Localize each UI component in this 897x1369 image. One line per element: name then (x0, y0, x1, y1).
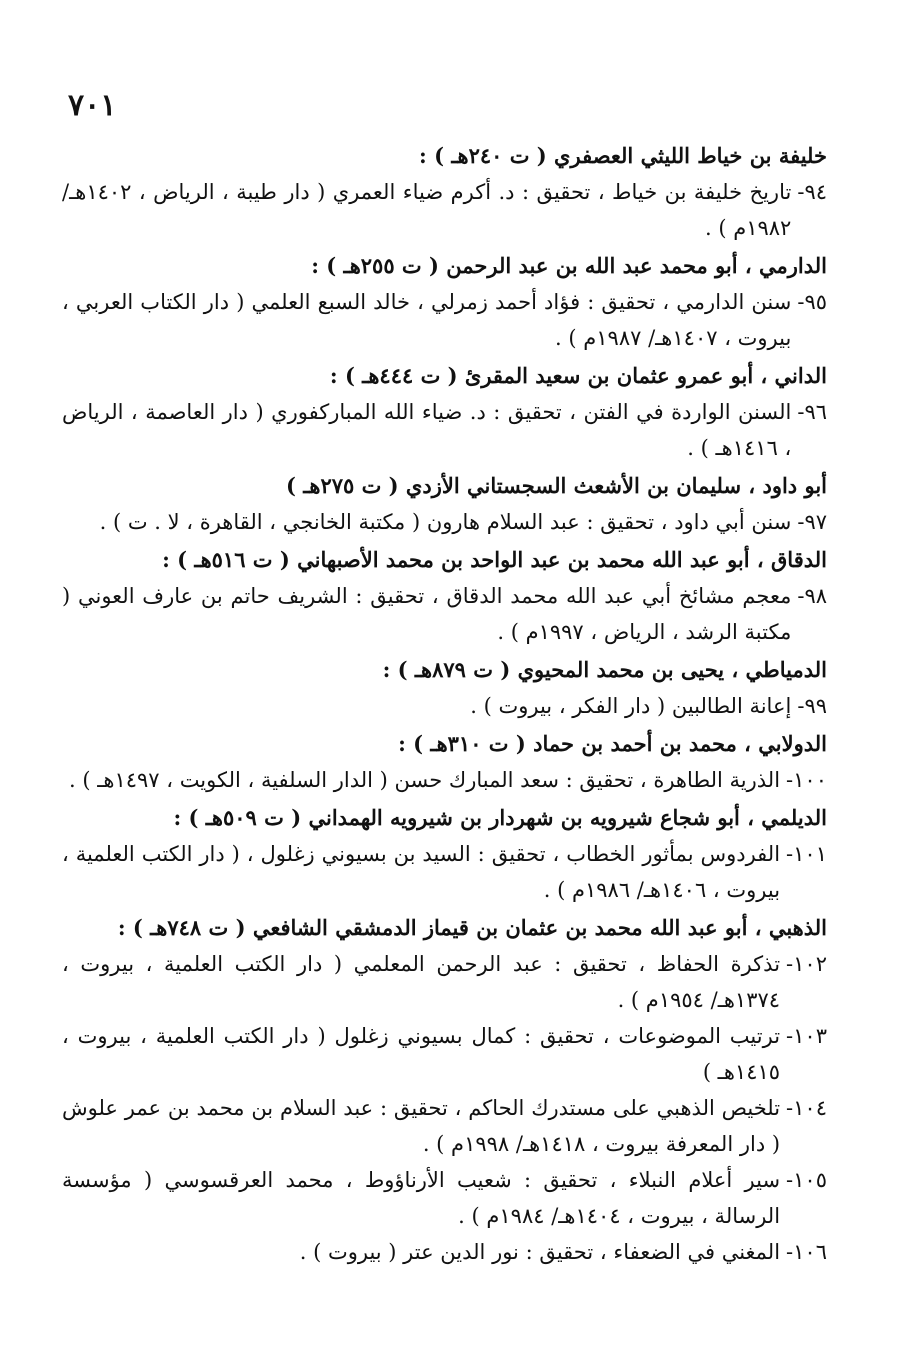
entry-number: ٩٩- (797, 694, 827, 718)
entry-number: ١٠٤- (786, 1096, 827, 1120)
bibliography-entry (62, 174, 827, 246)
author-block (62, 652, 827, 724)
entry-text: معجم مشائخ أبي عبد الله محمد الدقاق ، تحقيق : الشريف حاتم بن عارف العوني ( مكتبة الرشد ، الرياض ، ١٩٩٧م ) . (62, 584, 792, 644)
bibliography-entry (62, 688, 827, 724)
entry-number: ١٠٣- (786, 1024, 827, 1048)
bibliography-entry (62, 1162, 827, 1234)
entry-number: ٩٨- (797, 584, 827, 608)
bibliography-entry (62, 284, 827, 356)
author-block (62, 800, 827, 908)
entry-text: تذكرة الحفاظ ، تحقيق : عبد الرحمن المعلمي ( دار الكتب العلمية ، بيروت ، ١٣٧٤هـ/ ١٩٥٤م ) . (62, 952, 781, 1012)
bibliography-entry (62, 1234, 827, 1270)
entry-number: ١٠٥- (786, 1168, 827, 1192)
author-block (62, 542, 827, 650)
author-block (62, 248, 827, 356)
entry-text: الفردوس بمأثور الخطاب ، تحقيق : السيد بن بسيوني زغلول ، ( دار الكتب العلمية ، بيروت ، ١٤٠٦هـ/ ١٩٨٦م ) . (62, 842, 781, 902)
entry-number: ٩٤- (797, 180, 827, 204)
entry-number: ٩٦- (797, 400, 827, 424)
entry-number: ١٠١- (786, 842, 827, 866)
bibliography-entry (62, 1090, 827, 1162)
bibliography-entry (62, 836, 827, 908)
author-block (62, 726, 827, 798)
author-heading: الدولابي ، محمد بن أحمد بن حماد ( ت ٣١٠هـ ) : (398, 731, 827, 756)
author-heading: الدارمي ، أبو محمد عبد الله بن عبد الرحمن ( ت ٢٥٥هـ ) : (311, 253, 827, 278)
author-heading: الداني ، أبو عمرو عثمان بن سعيد المقرئ ( ت ٤٤٤هـ ) : (329, 363, 827, 388)
author-heading: أبو داود ، سليمان بن الأشعث السجستاني الأزدي ( ت ٢٧٥هـ ) (285, 473, 827, 498)
entry-text: سنن أبي داود ، تحقيق : عبد السلام هارون ( مكتبة الخانجي ، القاهرة ، لا . ت ) . (99, 510, 792, 534)
author-block (62, 468, 827, 540)
entry-text: تلخيص الذهبي على مستدرك الحاكم ، تحقيق : عبد السلام بن محمد بن عمر علوش ( دار المعرفة بيروت ، ١٤١٨هـ/ ١٩٩٨م ) . (62, 1096, 781, 1156)
author-heading: الذهبي ، أبو عبد الله محمد بن عثمان بن قيماز الدمشقي الشافعي ( ت ٧٤٨هـ ) : (117, 915, 827, 940)
bibliography-entry (62, 762, 827, 798)
entry-number: ١٠٠- (786, 768, 827, 792)
author-heading: خليفة بن خياط الليثي العصفري ( ت ٢٤٠هـ ) : (419, 143, 827, 168)
bibliography-entry (62, 578, 827, 650)
entry-text: ترتيب الموضوعات ، تحقيق : كمال بسيوني زغلول ( دار الكتب العلمية ، بيروت ، ١٤١٥هـ ) (62, 1024, 781, 1084)
entry-text: سنن الدارمي ، تحقيق : فؤاد أحمد زمرلي ، خالد السبع العلمي ( دار الكتاب العربي ، بيروت ، ١٤٠٧هـ/ ١٩٨٧م ) . (62, 290, 792, 350)
author-heading: الدقاق ، أبو عبد الله محمد بن عبد الواحد بن محمد الأصبهاني ( ت ٥١٦هـ ) : (162, 547, 827, 572)
entry-text: تاريخ خليفة بن خياط ، تحقيق : د. أكرم ضياء العمري ( دار طيبة ، الرياض ، ١٤٠٢هـ/ ١٩٨٢م ) . (62, 180, 792, 240)
author-heading: الديلمي ، أبو شجاع شيرويه بن شهردار بن شيرويه الهمداني ( ت ٥٠٩هـ ) : (173, 805, 827, 830)
entry-number: ١٠٢- (786, 952, 827, 976)
entry-number: ٩٥- (797, 290, 827, 314)
bibliography-entry (62, 946, 827, 1018)
author-block (62, 910, 827, 1270)
bibliography-list (62, 138, 827, 1272)
author-block (62, 358, 827, 466)
entry-text: سير أعلام النبلاء ، تحقيق : شعيب الأرناؤوط ، محمد العرقسوسي ( مؤسسة الرسالة ، بيروت ، ١٤٠٤هـ/ ١٩٨٤م ) . (62, 1168, 781, 1228)
entry-number: ١٠٦- (786, 1240, 827, 1264)
entry-text: الذرية الطاهرة ، تحقيق : سعد المبارك حسن ( الدار السلفية ، الكويت ، ١٤٩٧هـ ) . (68, 768, 781, 792)
page-number: ٧٠١ (68, 88, 117, 123)
bibliography-entry (62, 394, 827, 466)
author-heading: الدمياطي ، يحيى بن محمد المحيوي ( ت ٨٧٩هـ ) : (382, 657, 827, 682)
entry-text: إعانة الطالبين ( دار الفكر ، بيروت ) . (470, 694, 792, 718)
author-block (62, 138, 827, 246)
bibliography-entry (62, 504, 827, 540)
entry-text: المغني في الضعفاء ، تحقيق : نور الدين عتر ( بيروت ) . (299, 1240, 781, 1264)
entry-number: ٩٧- (797, 510, 827, 534)
bibliography-entry (62, 1018, 827, 1090)
entry-text: السنن الواردة في الفتن ، تحقيق : د. ضياء الله المباركفوري ( دار العاصمة ، الرياض ، ١٤١٦هـ ) . (62, 400, 792, 460)
